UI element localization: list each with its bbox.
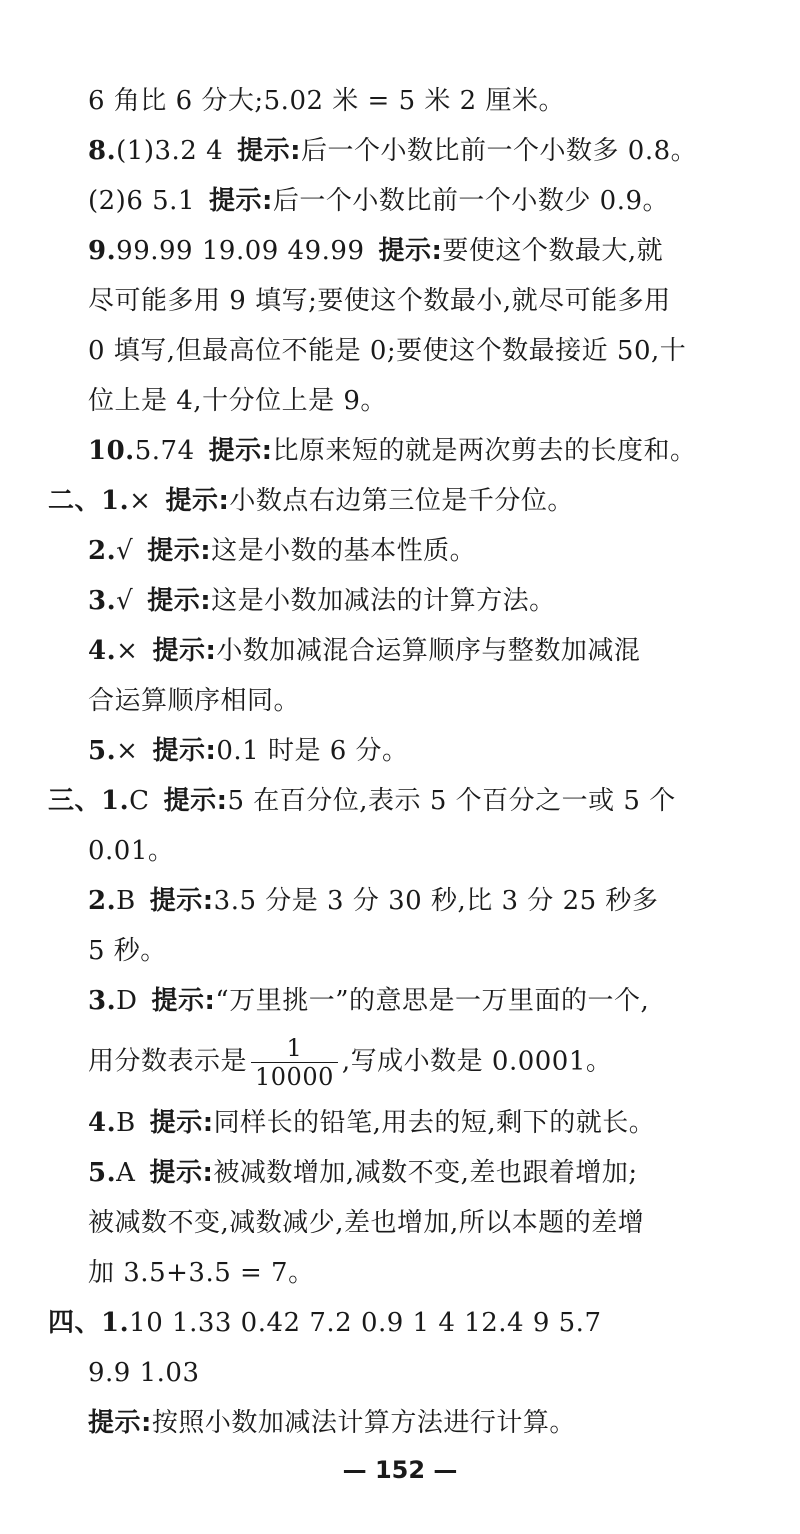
answer-text: 9.9 1.03 xyxy=(88,1358,200,1388)
question-number: 9. xyxy=(88,236,117,266)
section-3-item-4 xyxy=(88,1106,655,1140)
text-line xyxy=(88,384,387,418)
hint-label: 提示: xyxy=(152,636,217,666)
hint-text: 这是小数加减法的计算方法。 xyxy=(211,586,556,616)
answer-mark: √ xyxy=(116,586,134,616)
text-line xyxy=(88,1356,200,1390)
hint-text: 比原来短的就是两次剪去的长度和。 xyxy=(272,436,697,466)
hint-label: 提示: xyxy=(165,486,230,516)
hint-text: 被减数增加,减数不变,差也跟着增加; xyxy=(213,1158,638,1188)
text-line xyxy=(88,1256,315,1290)
hint-label: 提示: xyxy=(149,1158,214,1188)
page-number: — 152 — xyxy=(342,1456,458,1484)
answer-choice: B xyxy=(116,886,136,916)
question-number: 10. xyxy=(88,436,135,466)
hint-label: 提示: xyxy=(147,586,212,616)
question-10 xyxy=(88,434,697,468)
text-line xyxy=(88,284,671,318)
section-label: 四、 xyxy=(48,1308,102,1338)
hint-text: 按照小数加减法计算方法进行计算。 xyxy=(151,1408,576,1438)
question-number: 4. xyxy=(88,636,117,666)
section-3-item-3 xyxy=(88,984,649,1018)
section-2-item-4 xyxy=(88,634,640,668)
hint-label: 提示: xyxy=(208,186,273,216)
hint-label: 提示: xyxy=(152,736,217,766)
hint-text: 小数点右边第三位是千分位。 xyxy=(229,486,574,516)
section-3-item-2 xyxy=(88,884,658,918)
question-number: 2. xyxy=(88,536,117,566)
answer-choice: C xyxy=(129,786,150,816)
answer-choice: B xyxy=(116,1108,136,1138)
question-number: 4. xyxy=(88,1108,117,1138)
hint-text: “万里挑一”的意思是一万里面的一个, xyxy=(215,986,650,1016)
answer-text: 99.99 19.09 49.99 xyxy=(116,236,365,266)
section-label: 二、 xyxy=(48,486,102,516)
text-line-fraction xyxy=(88,1034,612,1091)
hint-label: 提示: xyxy=(378,236,443,266)
text-span: 6 角比 6 分大;5.02 米 = 5 米 2 厘米。 xyxy=(88,86,565,116)
section-label: 三、 xyxy=(48,786,102,816)
hint-label: 提示: xyxy=(163,786,228,816)
hint-text: 5 在百分位,表示 5 个百分之一或 5 个 xyxy=(227,786,676,816)
hint-label: 提示: xyxy=(88,1408,152,1438)
hint-label: 提示: xyxy=(237,136,302,166)
section-2-item-3 xyxy=(88,584,556,618)
hint-text: 加 3.5+3.5 = 7。 xyxy=(88,1258,315,1288)
question-8-2 xyxy=(88,184,669,218)
text-line xyxy=(88,1206,644,1240)
hint-text: 合运算顺序相同。 xyxy=(88,686,301,716)
hint-label: 提示: xyxy=(208,436,273,466)
section-2-item-5 xyxy=(88,734,409,768)
fraction xyxy=(251,1034,338,1091)
answer-mark: √ xyxy=(116,536,134,566)
answer-text: (2)6 5.1 xyxy=(88,186,195,216)
hint-label: 提示: xyxy=(149,886,214,916)
hint-text: 后一个小数比前一个小数多 0.8。 xyxy=(301,136,698,166)
fraction-denominator: 10000 xyxy=(251,1062,338,1091)
text-line xyxy=(88,684,300,718)
question-9 xyxy=(88,234,663,268)
section-3-item-5 xyxy=(88,1156,638,1190)
answer-mark: × xyxy=(116,736,139,766)
hint-label: 提示: xyxy=(151,986,216,1016)
question-number: 3. xyxy=(88,986,117,1016)
answer-mark: × xyxy=(129,486,152,516)
hint-text: 后一个小数比前一个小数少 0.9。 xyxy=(272,186,670,216)
answer-text: (1)3.2 4 xyxy=(116,136,224,166)
section-2-item-2 xyxy=(88,534,476,568)
question-number: 5. xyxy=(88,1158,117,1188)
fraction-numerator: 1 xyxy=(286,1034,303,1062)
hint-text: 要使这个数最大,就 xyxy=(442,236,664,266)
answer-text: 5.74 xyxy=(134,436,195,466)
question-number: 1. xyxy=(101,1308,130,1338)
question-number: 2. xyxy=(88,886,117,916)
answer-mark: × xyxy=(116,636,139,666)
question-8-1 xyxy=(88,134,697,168)
question-number: 1. xyxy=(101,486,130,516)
text-line xyxy=(88,84,565,118)
hint-label: 提示: xyxy=(147,536,212,566)
section-4-item-1 xyxy=(48,1306,601,1340)
hint-text: 小数加减混合运算顺序与整数加减混 xyxy=(216,636,641,666)
hint-text: 被减数不变,减数减少,差也增加,所以本题的差增 xyxy=(88,1208,645,1238)
text-line xyxy=(88,334,686,368)
answer-text: 10 1.33 0.42 7.2 0.9 1 4 12.4 9 5.7 xyxy=(129,1308,602,1338)
hint-text: 0.1 时是 6 分。 xyxy=(216,736,409,766)
text-line xyxy=(88,834,174,868)
hint-text: 这是小数的基本性质。 xyxy=(211,536,477,566)
question-number: 8. xyxy=(88,136,117,166)
question-number: 1. xyxy=(101,786,130,816)
hint-label: 提示: xyxy=(149,1108,214,1138)
hint-text: 5 秒。 xyxy=(88,936,167,966)
hint-text: 0 填写,但最高位不能是 0;要使这个数最接近 50,十 xyxy=(88,336,687,366)
question-number: 3. xyxy=(88,586,117,616)
hint-text: 位上是 4,十分位上是 9。 xyxy=(88,386,387,416)
text-line xyxy=(88,1406,576,1440)
answer-choice: D xyxy=(116,986,138,1016)
hint-text: 尽可能多用 9 填写;要使这个数最小,就尽可能多用 xyxy=(88,286,671,316)
hint-text: 同样长的铅笔,用去的短,剩下的就长。 xyxy=(213,1108,656,1138)
hint-text: 3.5 分是 3 分 30 秒,比 3 分 25 秒多 xyxy=(213,886,659,916)
question-number: 5. xyxy=(88,736,117,766)
section-2-item-1 xyxy=(48,484,574,518)
hint-text: 用分数表示是 xyxy=(88,1046,248,1077)
answer-choice: A xyxy=(116,1158,136,1188)
text-line xyxy=(88,934,167,968)
section-3-item-1 xyxy=(48,784,676,818)
hint-text: ,写成小数是 0.0001。 xyxy=(341,1046,613,1077)
hint-text: 0.01。 xyxy=(88,836,175,866)
